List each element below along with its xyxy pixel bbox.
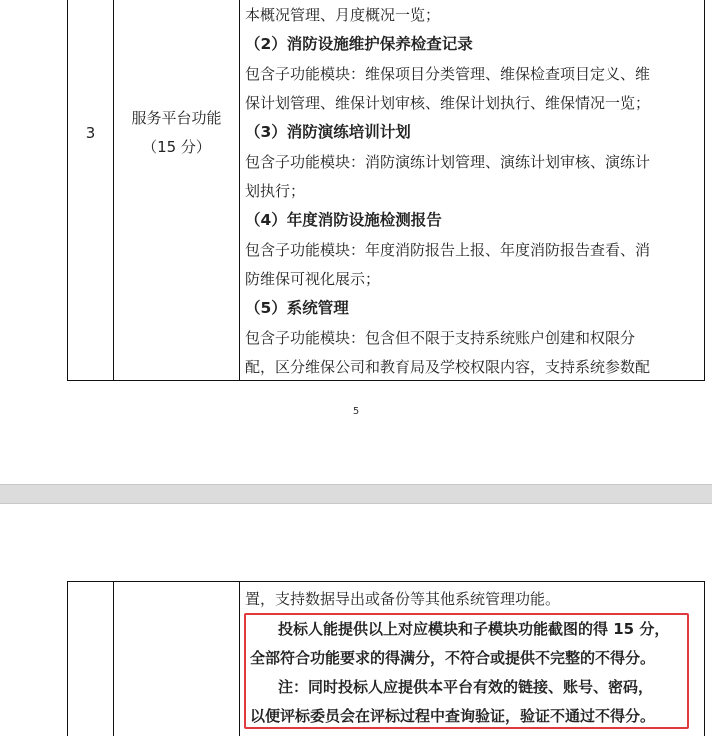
content-line: 保计划管理、维保计划审核、维保计划执行、维保情况一览； <box>245 94 651 112</box>
document-page-2 <box>0 504 712 736</box>
section-heading: （3）消防演练培训计划 <box>245 123 411 141</box>
table-border-top <box>67 581 705 582</box>
content-line: 划执行； <box>245 182 306 200</box>
section-heading: （5）系统管理 <box>245 299 349 317</box>
content-line: 置，支持数据导出或备份等其他系统管理功能。 <box>245 590 561 608</box>
page-separator <box>0 484 712 504</box>
table-border-left <box>67 581 68 736</box>
content-line: 包含子功能模块：消防演练计划管理、演练计划审核、演练计 <box>245 153 651 171</box>
content-line: 本概况管理、月度概况一览； <box>245 6 441 24</box>
highlight-line: 注：同时投标人应提供本平台有效的链接、账号、密码， <box>278 678 654 696</box>
content-line: 包含子功能模块：包含但不限于支持系统账户创建和权限分 <box>245 329 636 347</box>
score-cell: （15 分） <box>142 138 211 156</box>
category-cell: 服务平台功能 <box>131 109 222 127</box>
table-border-col2 <box>239 581 240 736</box>
highlight-line: 投标人能提供以上对应模块和子模块功能截图的得 15 分， <box>278 620 670 638</box>
page-number: 5 <box>352 406 360 417</box>
content-line: 防维保可视化展示； <box>245 270 381 288</box>
highlight-line: 以便评标委员会在评标过程中查询验证，验证不通过不得分。 <box>250 707 656 725</box>
section-heading: （4）年度消防设施检测报告 <box>245 211 442 229</box>
table-border-bottom <box>67 380 705 381</box>
table-border-col1 <box>113 0 114 381</box>
content-line: 配，区分维保公司和教育局及学校权限内容，支持系统参数配 <box>245 358 651 376</box>
content-line: 包含子功能模块：年度消防报告上报、年度消防报告查看、消 <box>245 241 651 259</box>
table-border-col1 <box>113 581 114 736</box>
content-line: 包含子功能模块：维保项目分类管理、维保检查项目定义、维 <box>245 65 651 83</box>
table-border-right <box>704 581 705 736</box>
table-border-right <box>704 0 705 381</box>
highlight-line: 全部符合功能要求的得满分，不符合或提供不完整的不得分。 <box>250 649 656 667</box>
row-number-cell: 3 <box>85 124 96 142</box>
section-heading: （2）消防设施维护保养检查记录 <box>245 35 473 53</box>
table-border-left <box>67 0 68 381</box>
table-border-col2 <box>239 0 240 381</box>
